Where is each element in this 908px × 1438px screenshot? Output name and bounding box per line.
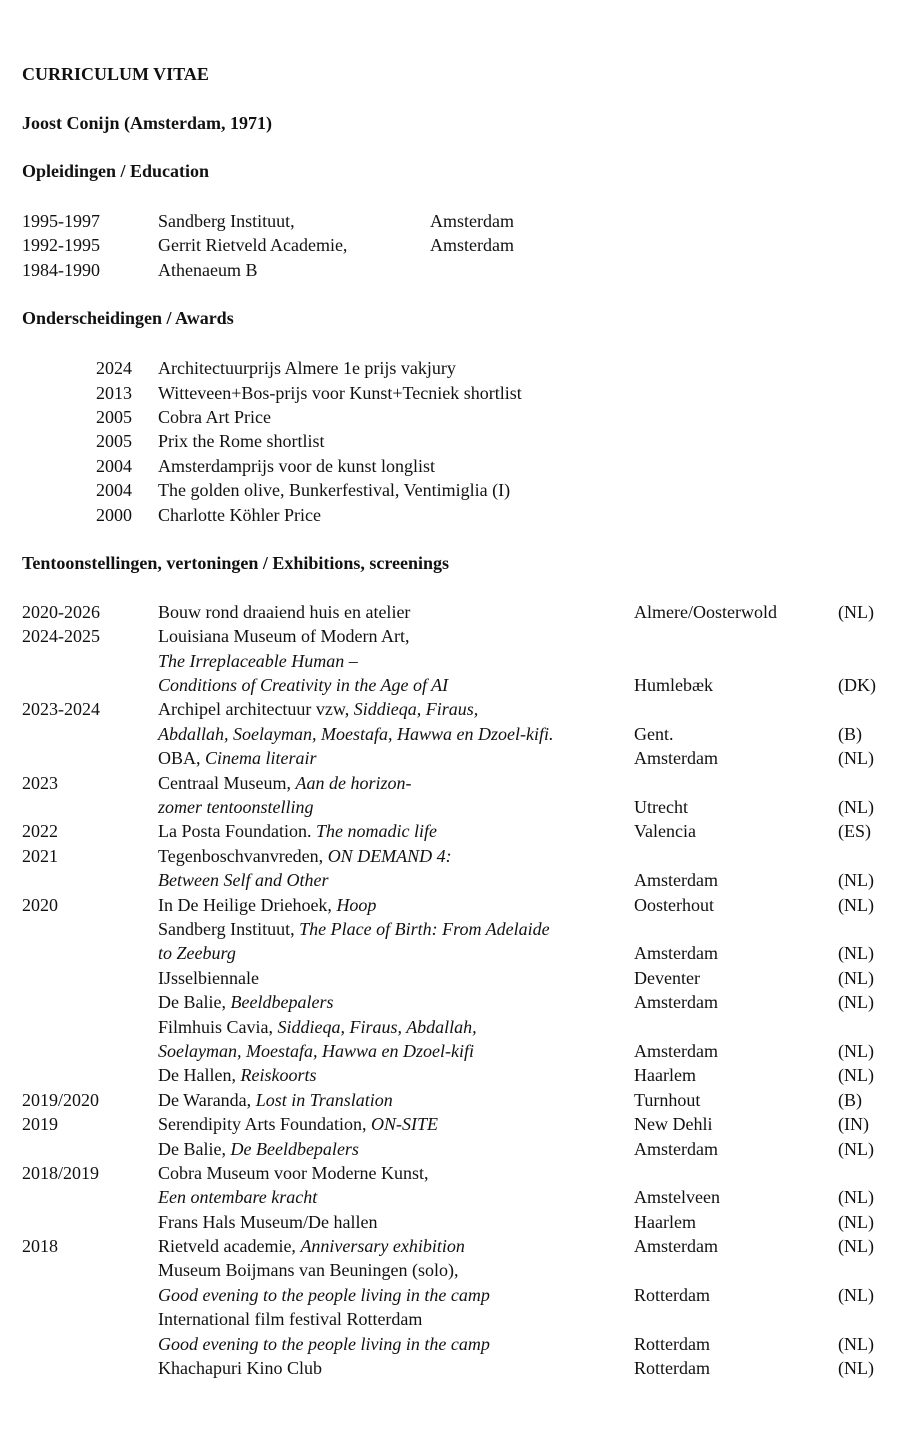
exhibitions-heading: Tentoonstellingen, vertoningen / Exhibitions, screenings <box>22 552 450 573</box>
exhibition-title: Between Self and Other <box>158 870 329 891</box>
exhibition-venue: La Posta Foundation. <box>158 821 316 842</box>
exhibition-row <box>22 1088 888 1112</box>
exhibition-country: (NL) <box>838 1040 874 1061</box>
exhibition-description <box>158 819 437 843</box>
award-year: 2004 <box>96 480 132 501</box>
exhibition-description <box>158 1112 438 1136</box>
exhibition-title: to Zeeburg <box>158 943 236 964</box>
exhibition-row <box>22 1185 888 1209</box>
exhibition-description <box>158 941 236 965</box>
award-title: The golden olive, Bunkerfestival, Ventimiglia (I) <box>158 480 511 501</box>
exhibition-description <box>158 1258 458 1282</box>
exhibition-place: Gent. <box>634 723 674 744</box>
exhibition-venue: IJsselbiennale <box>158 967 259 988</box>
exhibition-country: (NL) <box>838 943 874 964</box>
exhibition-row <box>22 722 888 746</box>
exhibition-title: The Place of Birth: From Adelaide <box>299 918 550 939</box>
exhibition-title: Siddieqa, Firaus, Abdallah, <box>277 1016 477 1037</box>
exhibition-description <box>158 673 448 697</box>
exhibition-title: Een ontembare kracht <box>158 1187 318 1208</box>
exhibition-country: (NL) <box>838 992 874 1013</box>
exhibition-venue: Frans Hals Museum/De hallen <box>158 1211 378 1232</box>
exhibition-place: Amstelveen <box>634 1187 720 1208</box>
exhibition-country: (NL) <box>838 1065 874 1086</box>
exhibition-description <box>158 771 411 795</box>
exhibition-country: (B) <box>838 723 862 744</box>
exhibition-row <box>22 1063 888 1087</box>
exhibition-description <box>158 795 314 819</box>
exhibition-place: Valencia <box>634 821 696 842</box>
award-row <box>22 356 888 380</box>
exhibition-country: (NL) <box>838 748 874 769</box>
exhibition-venue: De Waranda, <box>158 1089 256 1110</box>
education-row <box>22 209 888 233</box>
exhibition-description <box>158 649 358 673</box>
education-heading: Opleidingen / Education <box>22 161 210 181</box>
exhibition-description <box>158 990 333 1014</box>
exhibition-row <box>22 819 888 843</box>
award-year: 2000 <box>96 504 132 525</box>
cv-document <box>22 62 888 1380</box>
award-title: Prix the Rome shortlist <box>158 431 325 452</box>
exhibition-place: Humlebæk <box>634 675 713 696</box>
exhibition-title: zomer tentoonstelling <box>158 797 314 818</box>
exhibition-country: (NL) <box>838 1211 874 1232</box>
exhibition-description <box>158 722 553 746</box>
exhibition-country: (ES) <box>838 821 871 842</box>
exhibition-venue: Khachapuri Kino Club <box>158 1358 322 1379</box>
exhibition-title: Reiskoorts <box>240 1065 317 1086</box>
exhibition-description <box>158 1234 465 1258</box>
exhibition-venue: De Hallen, <box>158 1065 241 1086</box>
exhibition-year: 2018/2019 <box>22 1162 100 1183</box>
exhibition-row <box>22 917 888 941</box>
award-title: Architectuurprijs Almere 1e prijs vakjury <box>158 358 456 379</box>
exhibition-venue: Louisiana Museum of Modern Art, <box>158 626 410 647</box>
exhibition-row <box>22 868 888 892</box>
exhibition-row <box>22 624 888 648</box>
exhibition-place: Rotterdam <box>634 1284 710 1305</box>
exhibition-row <box>22 673 888 697</box>
exhibition-row <box>22 1307 888 1331</box>
exhibition-description <box>158 1283 490 1307</box>
exhibition-venue: Filmhuis Cavia, <box>158 1016 278 1037</box>
exhibition-place: Haarlem <box>634 1211 696 1232</box>
awards-list <box>22 356 888 527</box>
award-year: 2004 <box>96 455 132 476</box>
exhibition-title: Hoop <box>336 894 377 915</box>
exhibition-place: Utrecht <box>634 797 688 818</box>
exhibition-place: Amsterdam <box>634 748 718 769</box>
exhibition-country: (NL) <box>838 1236 874 1257</box>
award-title: Cobra Art Price <box>158 406 271 427</box>
awards-heading: Onderscheidingen / Awards <box>22 308 234 329</box>
exhibition-row <box>22 893 888 917</box>
exhibition-venue: Cobra Museum voor Moderne Kunst, <box>158 1162 429 1183</box>
exhibition-row <box>22 1015 888 1039</box>
award-year: 2005 <box>96 431 132 452</box>
award-year: 2024 <box>96 358 132 379</box>
exhibition-description <box>158 697 478 721</box>
exhibition-venue: De Balie, <box>158 992 231 1013</box>
exhibition-title: ON DEMAND 4: <box>327 845 452 866</box>
exhibition-title: Aan de horizon- <box>295 772 412 793</box>
exhibition-row <box>22 966 888 990</box>
exhibition-country: (DK) <box>838 675 876 696</box>
award-title: Witteveen+Bos-prijs voor Kunst+Tecniek shortlist <box>158 382 522 403</box>
award-title: Amsterdamprijs voor de kunst longlist <box>158 455 435 476</box>
exhibition-year: 2023 <box>22 772 58 793</box>
exhibition-description <box>158 1307 422 1331</box>
exhibition-row <box>22 1039 888 1063</box>
exhibition-country: (B) <box>838 1089 862 1110</box>
exhibition-venue: International film festival Rotterdam <box>158 1309 423 1330</box>
education-school: Gerrit Rietveld Academie, <box>158 235 348 256</box>
exhibition-year: 2019/2020 <box>22 1089 100 1110</box>
exhibition-description <box>158 746 317 770</box>
exhibition-description <box>158 868 328 892</box>
exhibition-title: Abdallah, Soelayman, Moestafa, Hawwa en Dzoel-kifi. <box>158 723 554 744</box>
exhibition-row <box>22 1258 888 1282</box>
exhibition-row <box>22 941 888 965</box>
exhibition-country: (NL) <box>838 1333 874 1354</box>
exhibition-place: Rotterdam <box>634 1358 710 1379</box>
exhibition-description <box>158 893 376 917</box>
exhibition-place: Turnhout <box>634 1089 701 1110</box>
exhibition-venue: Museum Boijmans van Beuningen (solo), <box>158 1260 459 1281</box>
education-city: Amsterdam <box>430 211 514 231</box>
exhibition-row <box>22 1137 888 1161</box>
exhibition-place: Oosterhout <box>634 894 714 915</box>
exhibition-description <box>158 1137 359 1161</box>
exhibition-title: Anniversary exhibition <box>300 1236 465 1257</box>
exhibition-title: Soelayman, Moestafa, Hawwa en Dzoel-kifi <box>158 1040 474 1061</box>
exhibition-description <box>158 1015 477 1039</box>
exhibition-place: Amsterdam <box>634 1236 718 1257</box>
award-year: 2013 <box>96 382 132 403</box>
exhibition-title: De Beeldbepalers <box>230 1138 359 1159</box>
exhibition-place: Amsterdam <box>634 1040 718 1061</box>
exhibition-place: Deventer <box>634 967 700 988</box>
exhibition-title: Good evening to the people living in the camp <box>158 1333 490 1354</box>
exhibition-venue: Tegenboschvanvreden, <box>158 845 328 866</box>
exhibition-venue: Rietveld academie, <box>158 1236 301 1257</box>
exhibition-year: 2024-2025 <box>22 626 100 647</box>
exhibition-place: Amsterdam <box>634 992 718 1013</box>
exhibition-venue: Sandberg Instituut, <box>158 918 300 939</box>
award-row <box>22 381 888 405</box>
exhibition-place: New Dehli <box>634 1114 713 1135</box>
exhibition-row <box>22 1356 888 1380</box>
exhibition-description <box>158 1161 428 1185</box>
exhibition-country: (NL) <box>838 894 874 915</box>
exhibition-venue: Serendipity Arts Foundation, <box>158 1114 371 1135</box>
exhibition-country: (NL) <box>838 1358 874 1379</box>
exhibition-place: Almere/Oosterwold <box>634 601 777 622</box>
exhibition-row <box>22 1234 888 1258</box>
exhibition-title: Lost in Translation <box>255 1089 393 1110</box>
exhibition-title: The Irreplaceable Human – <box>158 650 358 671</box>
exhibition-venue: Centraal Museum, <box>158 772 296 793</box>
exhibition-row <box>22 1112 888 1136</box>
exhibition-description <box>158 1039 474 1063</box>
education-school: Athenaeum B <box>158 259 258 280</box>
exhibition-year: 2020 <box>22 894 58 915</box>
exhibition-title: Siddieqa, Firaus, <box>353 699 479 720</box>
exhibition-title: Cinema literair <box>205 748 317 769</box>
exhibition-venue: Archipel architectuur vzw, <box>158 699 354 720</box>
exhibition-row <box>22 1210 888 1234</box>
exhibition-row <box>22 1332 888 1356</box>
exhibition-row <box>22 990 888 1014</box>
exhibition-year: 2021 <box>22 845 58 866</box>
exhibition-year: 2022 <box>22 821 58 842</box>
exhibition-year: 2018 <box>22 1236 58 1257</box>
education-row <box>22 233 888 257</box>
exhibition-country: (NL) <box>838 797 874 818</box>
award-row <box>22 503 888 527</box>
exhibition-country: (NL) <box>838 1284 874 1305</box>
education-years: 1995-1997 <box>22 211 100 231</box>
exhibition-venue: Bouw rond draaiend huis en atelier <box>158 601 411 622</box>
exhibition-description <box>158 1356 322 1380</box>
exhibition-description <box>158 600 410 624</box>
exhibition-year: 2020-2026 <box>22 601 100 622</box>
exhibition-description <box>158 917 550 941</box>
exhibition-title: Good evening to the people living in the camp <box>158 1284 490 1305</box>
exhibition-place: Haarlem <box>634 1065 696 1086</box>
education-school: Sandberg Instituut, <box>158 211 295 231</box>
exhibition-country: (NL) <box>838 1138 874 1159</box>
award-row <box>22 405 888 429</box>
award-title: Charlotte Köhler Price <box>158 504 321 525</box>
exhibition-description <box>158 1210 377 1234</box>
exhibition-year: 2019 <box>22 1114 58 1135</box>
exhibition-title: The nomadic life <box>316 821 437 842</box>
exhibition-description <box>158 1088 393 1112</box>
exhibition-row <box>22 1283 888 1307</box>
exhibition-row <box>22 844 888 868</box>
exhibition-place: Amsterdam <box>634 870 718 891</box>
education-years: 1984-1990 <box>22 259 100 280</box>
exhibition-description <box>158 1185 317 1209</box>
award-row <box>22 454 888 478</box>
exhibition-row <box>22 746 888 770</box>
exhibition-place: Amsterdam <box>634 1138 718 1159</box>
exhibition-row <box>22 771 888 795</box>
education-list <box>22 209 888 282</box>
exhibition-description <box>158 1063 316 1087</box>
exhibition-title: Conditions of Creativity in the Age of AI <box>158 675 449 696</box>
exhibition-row <box>22 1161 888 1185</box>
exhibition-row <box>22 795 888 819</box>
exhibition-venue: De Balie, <box>158 1138 231 1159</box>
award-row <box>22 478 888 502</box>
exhibition-country: (NL) <box>838 967 874 988</box>
education-city: Amsterdam <box>430 235 514 256</box>
exhibition-description <box>158 1332 490 1356</box>
exhibition-title: ON-SITE <box>371 1114 438 1135</box>
exhibition-description <box>158 966 259 990</box>
education-years: 1992-1995 <box>22 235 100 256</box>
exhibition-venue: OBA, <box>158 748 206 769</box>
exhibition-title: Beeldbepalers <box>230 992 334 1013</box>
exhibition-row <box>22 697 888 721</box>
exhibition-row <box>22 600 888 624</box>
exhibition-description <box>158 624 409 648</box>
exhibition-description <box>158 844 452 868</box>
award-row <box>22 429 888 453</box>
exhibition-venue: In De Heilige Driehoek, <box>158 894 337 915</box>
cv-title: CURRICULUM VITAE <box>22 64 209 84</box>
education-row <box>22 258 888 282</box>
exhibition-country: (NL) <box>838 1187 874 1208</box>
exhibitions-list <box>22 600 888 1381</box>
exhibition-place: Amsterdam <box>634 943 718 964</box>
exhibition-country: (NL) <box>838 870 874 891</box>
name-line: Joost Conijn (Amsterdam, 1971) <box>22 113 272 133</box>
exhibition-row <box>22 649 888 673</box>
exhibition-place: Rotterdam <box>634 1333 710 1354</box>
exhibition-country: (NL) <box>838 601 874 622</box>
award-year: 2005 <box>96 406 132 427</box>
exhibition-country: (IN) <box>838 1114 869 1135</box>
exhibition-year: 2023-2024 <box>22 699 100 720</box>
